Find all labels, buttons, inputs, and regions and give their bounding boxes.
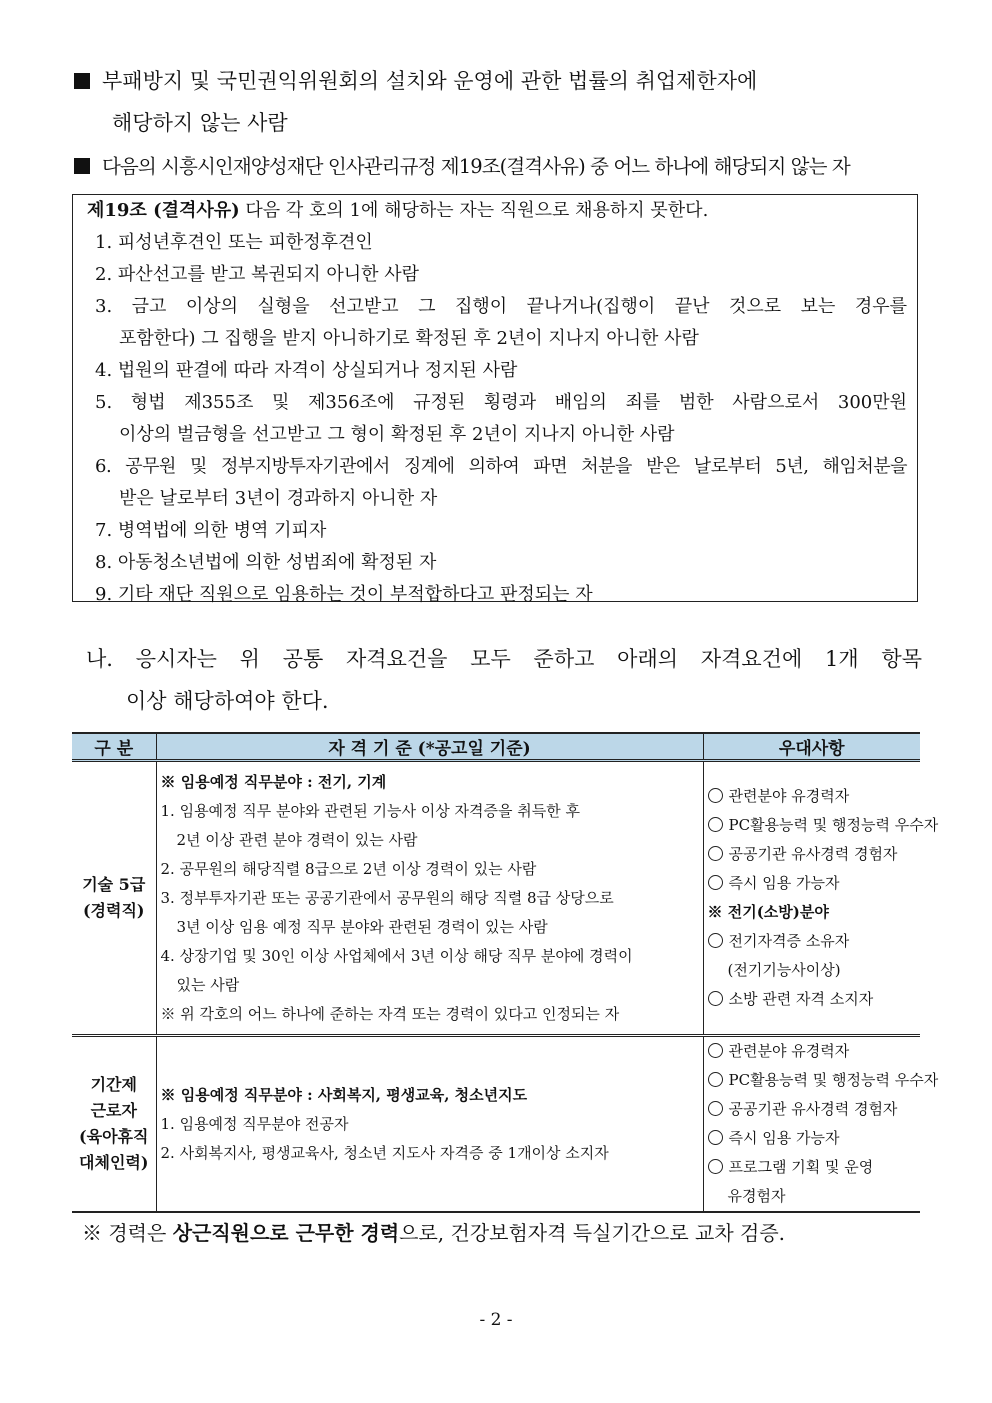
section-na-line-1: 나. 응시자는 위 공통 자격요건을 모두 준하고 아래의 자격요건에 1개 항목	[86, 647, 922, 671]
table-row	[72, 761, 920, 1036]
category-label: 근로자	[90, 1101, 137, 1120]
square-bullet-icon	[74, 158, 90, 174]
career-note	[82, 1218, 785, 1248]
circle-bullet-icon	[708, 817, 723, 832]
criteria-item-cont: 3년 이상 임용 예정 직무 분야와 관련된 경력이 있는 사람	[176, 917, 548, 936]
header-preference: 우대사항	[703, 733, 920, 761]
category-label: 기술 5급	[82, 875, 146, 894]
square-bullet-icon	[74, 73, 90, 89]
circle-bullet-icon	[708, 1043, 723, 1058]
note-emphasis: 상근직원으로 근무한 경력	[172, 1221, 400, 1245]
circle-bullet-icon	[708, 991, 723, 1006]
criteria-heading: ※ 임용예정 직무분야 : 사회복지, 평생교육, 청소년지도	[160, 1085, 528, 1104]
criteria-note: ※ 위 각호의 어느 하나에 준하는 자격 또는 경력이 있다고 인정되는 자	[160, 1004, 620, 1023]
circle-bullet-icon	[708, 846, 723, 861]
article-item: 4. 법원의 판결에 따라 자격이 상실되거나 정지된 사람	[95, 360, 518, 381]
article-19-box	[72, 194, 918, 605]
header-criteria: 자 격 기 준 (*공고일 기준)	[156, 733, 703, 761]
criteria-item-cont: 2년 이상 관련 분야 경력이 있는 사람	[176, 830, 418, 849]
preference-item: 공공기관 유사경력 경험자	[708, 840, 917, 869]
category-label: (경력직)	[82, 901, 145, 920]
category-label: 기간제	[90, 1075, 137, 1094]
section-na-line-2: 이상 해당하여야 한다.	[126, 689, 329, 713]
criteria-item: 2. 공무원의 해당직렬 8급으로 2년 이상 경력이 있는 사람	[160, 859, 537, 878]
criteria-item-cont: 있는 사람	[176, 975, 240, 994]
criteria-item: 2. 사회복지사, 평생교육사, 청소년 지도사 자격증 중 1개이상 소지자	[160, 1143, 609, 1162]
criteria-item: 1. 임용예정 직무 분야와 관련된 기능사 이상 자격증을 취득한 후	[160, 801, 580, 820]
criteria-item: 1. 임용예정 직무분야 전공자	[160, 1114, 349, 1133]
circle-bullet-icon	[708, 933, 723, 948]
circle-bullet-icon	[708, 1072, 723, 1087]
requirement-bullet-1-cont	[74, 108, 962, 138]
preference-item: PC활용능력 및 행정능력 우수자	[708, 1066, 917, 1095]
table-row	[72, 1036, 920, 1213]
category-cell	[72, 1036, 156, 1213]
criteria-heading: ※ 임용예정 직무분야 : 전기, 기계	[160, 772, 387, 791]
article-intro: 다음 각 호의 1에 해당하는 자는 직원으로 채용하지 못한다.	[245, 200, 709, 221]
article-item: 8. 아동청소년법에 의한 성범죄에 확정된 자	[95, 552, 437, 573]
category-cell	[72, 761, 156, 1036]
article-item: 2. 파산선고를 받고 복권되지 아니한 사람	[95, 264, 419, 285]
preference-item: 프로그램 기획 및 운영	[708, 1153, 917, 1182]
article-item: 7. 병역법에 의한 병역 기피자	[95, 520, 327, 541]
circle-bullet-icon	[708, 875, 723, 890]
criteria-cell	[156, 1036, 703, 1213]
article-item-cont: 이상의 벌금형을 선고받고 그 형이 확정된 후 2년이 지나지 아니한 사람	[119, 424, 675, 445]
page-number: - 2 -	[479, 1310, 513, 1330]
preference-item: 전기자격증 소유자	[708, 927, 917, 956]
requirement-text: 해당하지 않는 사람	[112, 111, 288, 135]
preference-item: 공공기관 유사경력 경험자	[708, 1095, 917, 1124]
qualification-table	[72, 732, 939, 1213]
preference-item-cont: 유경험자	[727, 1187, 786, 1205]
criteria-cell	[156, 761, 703, 1036]
circle-bullet-icon	[708, 1130, 723, 1145]
preference-cell	[703, 761, 939, 1036]
category-label: 대체인력)	[79, 1153, 149, 1172]
preference-heading: ※ 전기(소방)분야	[707, 903, 829, 921]
article-item: 6. 공무원 및 정부지방투자기관에서 징계에 의하여 파면 처분을 받은 날로부터 5년, 해임처분을	[95, 456, 907, 477]
requirement-bullet-1	[74, 66, 924, 96]
preference-item: 소방 관련 자격 소지자	[708, 985, 917, 1014]
preference-item: 즉시 임용 가능자	[708, 1124, 917, 1153]
preference-item: PC활용능력 및 행정능력 우수자	[708, 811, 917, 840]
article-item: 5. 형법 제355조 및 제356조에 규정된 횡령과 배임의 죄를 범한 사람으로서 300만원	[95, 392, 907, 413]
preference-item: 관련분야 유경력자	[708, 782, 917, 811]
preference-item: 관련분야 유경력자	[708, 1037, 917, 1066]
criteria-item: 3. 정부투자기관 또는 공공기관에서 공무원의 해당 직렬 8급 상당으로	[160, 888, 614, 907]
header-category: 구 분	[72, 733, 156, 761]
requirement-text: 다음의 시흥시인재양성재단 인사관리규정 제19조(결격사유) 중 어느 하나에 해당되지 않는 자	[102, 155, 850, 178]
preference-cell	[703, 1036, 939, 1213]
article-item: 9. 기타 재단 직원으로 임용하는 것이 부적합하다고 판정되는 자	[95, 584, 593, 605]
article-title: 제19조 (결격사유)	[87, 200, 240, 221]
requirement-bullet-2	[74, 152, 924, 182]
article-19-heading	[87, 198, 907, 224]
article-item: 3. 금고 이상의 실형을 선고받고 그 집행이 끝나거나(집행이 끝난 것으로 보는 경우를	[95, 296, 907, 317]
requirement-text: 부패방지 및 국민권익위원회의 설치와 운영에 관한 법률의 취업제한자에	[102, 69, 758, 93]
table-header-row	[72, 733, 920, 761]
preference-item: 즉시 임용 가능자	[708, 869, 917, 898]
article-item-cont: 받은 날로부터 3년이 경과하지 아니한 자	[119, 488, 438, 509]
circle-bullet-icon	[708, 1159, 723, 1174]
note-text: ※ 경력은	[82, 1221, 173, 1245]
preference-item-cont: (전기기능사이상)	[727, 961, 841, 979]
note-text: 으로, 건강보험자격 득실기간으로 교차 검증.	[399, 1221, 786, 1245]
criteria-item: 4. 상장기업 및 30인 이상 사업체에서 3년 이상 해당 직무 분야에 경력이	[160, 946, 633, 965]
article-item-cont: 포함한다) 그 집행을 받지 아니하기로 확정된 후 2년이 지나지 아니한 사람	[119, 328, 699, 349]
circle-bullet-icon	[708, 1101, 723, 1116]
article-item: 1. 피성년후견인 또는 피한정후견인	[95, 232, 373, 253]
circle-bullet-icon	[708, 788, 723, 803]
category-label: (육아휴직	[79, 1127, 149, 1146]
